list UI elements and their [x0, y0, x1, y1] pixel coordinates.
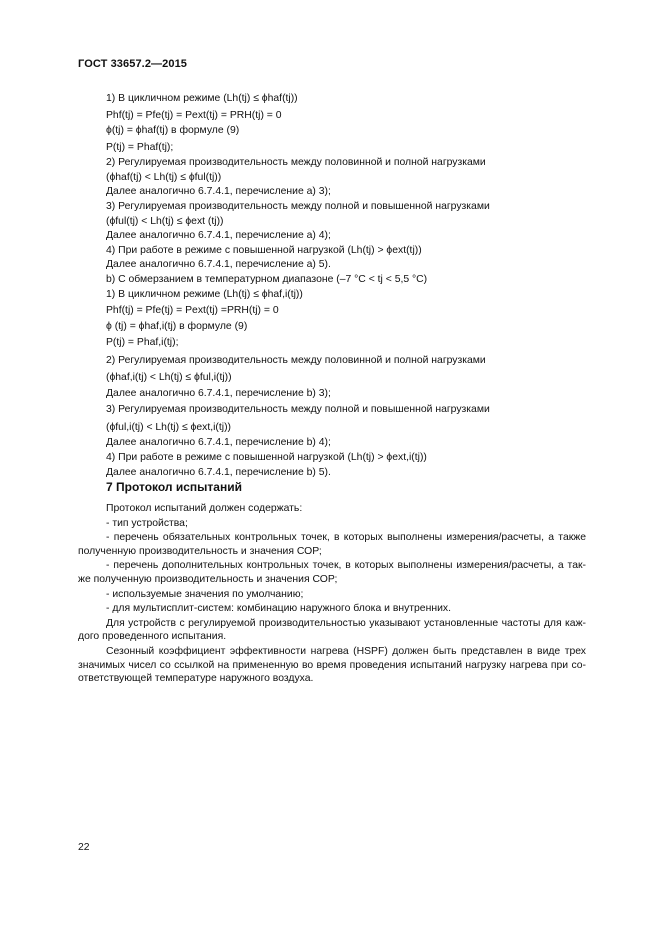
line-18: 2) Регулируемая производительность между половинной и полной нагрузками	[106, 354, 486, 366]
protocol-intro: Протокол испытаний должен содержать:	[106, 503, 303, 514]
line-9: (ϕful(tj) < Lh(tj) ≤ ϕext (tj))	[106, 215, 224, 227]
line-11: 4) При работе в режиме с повышенной нагрузкой (Lh(tj) > ϕext(tj))	[106, 244, 422, 256]
line-7: Далее аналогично 6.7.4.1, перечисление а) 3);	[106, 186, 331, 198]
line-23: Далее аналогично 6.7.4.1, перечисление b) 4);	[106, 437, 331, 449]
paragraph-frequencies: Для устройств с регулируемой производительностью указывают установленные частоты для каж-дого проведенного испытания.	[78, 617, 586, 643]
list-item: - используемые значения по умолчанию;	[106, 588, 304, 600]
line-10: Далее аналогично 6.7.4.1, перечисление а) 4);	[106, 230, 331, 242]
line-25: Далее аналогично 6.7.4.1, перечисление b) 5).	[106, 466, 331, 478]
line-24: 4) При работе в режиме с повышенной нагрузкой (Lh(tj) > ϕext,i(tj))	[106, 451, 427, 463]
line-6: (ϕhaf(tj) < Lh(tj) ≤ ϕful(tj))	[106, 171, 222, 183]
list-item: - тип устройства;	[106, 517, 188, 529]
line-1: 1) В цикличном режиме (Lh(tj) ≤ ϕhaf(tj))	[106, 93, 298, 104]
paragraph-hspf: Сезонный коэффициент эффективности нагрева (HSPF) должен быть представлен в виде трех значимых чисел со ссылкой на примененную во время проведения испытаний нагрузку нагрева при со-ответствующей температуре наружного воздуха.	[78, 645, 586, 685]
line-13: b) С обмерзанием в температурном диапазоне (–7 °С < tj < 5,5 °С)	[106, 273, 428, 285]
line-17: P(tj) = Phaf,i(tj);	[106, 337, 179, 349]
section-heading: 7 Протокол испытаний	[106, 480, 242, 494]
line-22: (ϕful,i(tj) < Lh(tj) ≤ ϕext,i(tj))	[106, 421, 232, 433]
line-8: 3) Регулируемая производительность между полной и повышенной нагрузками	[106, 200, 490, 212]
list-item: - для мультисплит-систем: комбинацию наружного блока и внутренних.	[106, 603, 451, 615]
line-5: 2) Регулируемая производительность между половинной и полной нагрузками	[106, 157, 486, 169]
line-2: Phf(tj) = Pfe(tj) = Pext(tj) = PRH(tj) = 0	[106, 109, 282, 121]
line-19: (ϕhaf,i(tj) < Lh(tj) ≤ ϕful,i(tj))	[106, 372, 232, 384]
line-16: ϕ (tj) = ϕhaf,i(tj) в формуле (9)	[106, 320, 248, 332]
document-code: ГОСТ 33657.2—2015	[78, 58, 188, 70]
list-item: - перечень обязательных контрольных точек, в которых выполнены измерения/расчеты, а также полученную производительность и значения СОР;	[78, 532, 586, 557]
line-15: Phf(tj) = Pfe(tj) = Pext(tj) =PRH(tj) = 0	[106, 305, 279, 317]
line-4: P(tj) = Phaf(tj);	[106, 141, 174, 153]
line-21: 3) Регулируемая производительность между полной и повышенной нагрузками	[106, 404, 490, 416]
formula-block	[106, 92, 606, 480]
page-number: 22	[78, 842, 90, 853]
protocol-section	[78, 502, 586, 686]
line-14: 1) В цикличном режиме (Lh(tj) ≤ ϕhaf,i(tj))	[106, 288, 303, 300]
list-item: - перечень дополнительных контрольных точек, в которых выполнены измерения/расчеты, а так-же полученную производительность и значения СОР;	[78, 560, 586, 585]
line-3: ϕ(tj) = ϕhaf(tj) в формуле (9)	[106, 125, 240, 137]
line-20: Далее аналогично 6.7.4.1, перечисление b) 3);	[106, 387, 331, 399]
line-12: Далее аналогично 6.7.4.1, перечисление а) 5).	[106, 259, 331, 271]
